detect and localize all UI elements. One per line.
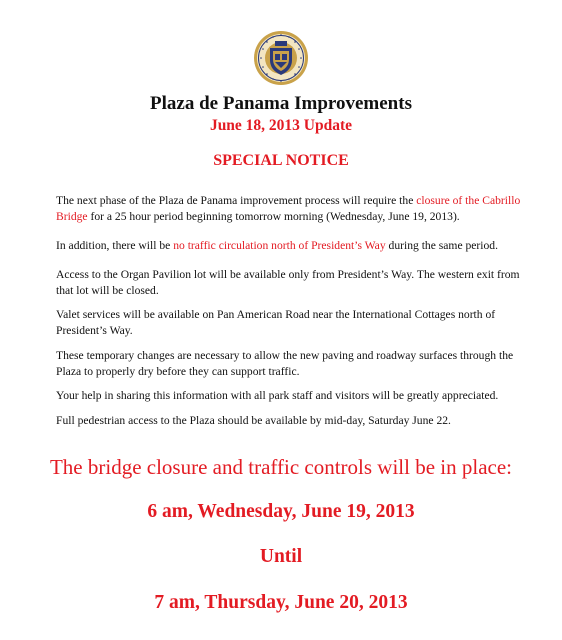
paragraph-traffic [56,238,526,254]
update-date: June 18, 2013 Update [209,117,353,134]
highlight-text: no traffic circulation north of President’s Way [173,239,386,252]
paragraph-organ-pavilion: Access to the Organ Pavilion lot will be available only from President’s Way. The western exit from that lot will be closed. [56,268,520,297]
paragraph-bridge-closure [56,193,526,225]
schedule-intro: The bridge closure and traffic controls will be in place: [49,455,513,479]
page-title: Plaza de Panama Improvements [150,93,412,114]
highlight-text: closure of the Cabrillo Bridge [56,194,521,223]
schedule-end: 7 am, Thursday, June 20, 2013 [154,592,408,613]
paragraph-appreciation: Your help in sharing this information with all park staff and visitors will be greatly appreciated. [56,389,499,402]
paragraph-text: during the same period. [385,239,499,252]
special-notice-heading: SPECIAL NOTICE [213,152,349,169]
schedule-until: Until [259,546,303,567]
schedule-start: 6 am, Wednesday, June 19, 2013 [147,501,415,522]
paragraph-text: for a 25 hour period beginning tomorrow morning (Wednesday, June 19, 2013). [87,210,460,223]
city-seal-icon [253,30,309,86]
paragraph-text: In addition, there will be [56,239,174,252]
paragraph-text: The next phase of the Plaza de Panama improvement process will require the [56,194,417,207]
paragraph-temporary-changes: These temporary changes are necessary to allow the new paving and roadway surfaces through the Plaza to properly dry before they can support traffic. [56,349,514,378]
paragraph-pedestrian-access: Full pedestrian access to the Plaza should be available by mid-day, Saturday June 22. [56,414,451,427]
paragraph-valet: Valet services will be available on Pan American Road near the International Cottages north of President’s Way. [56,308,496,337]
